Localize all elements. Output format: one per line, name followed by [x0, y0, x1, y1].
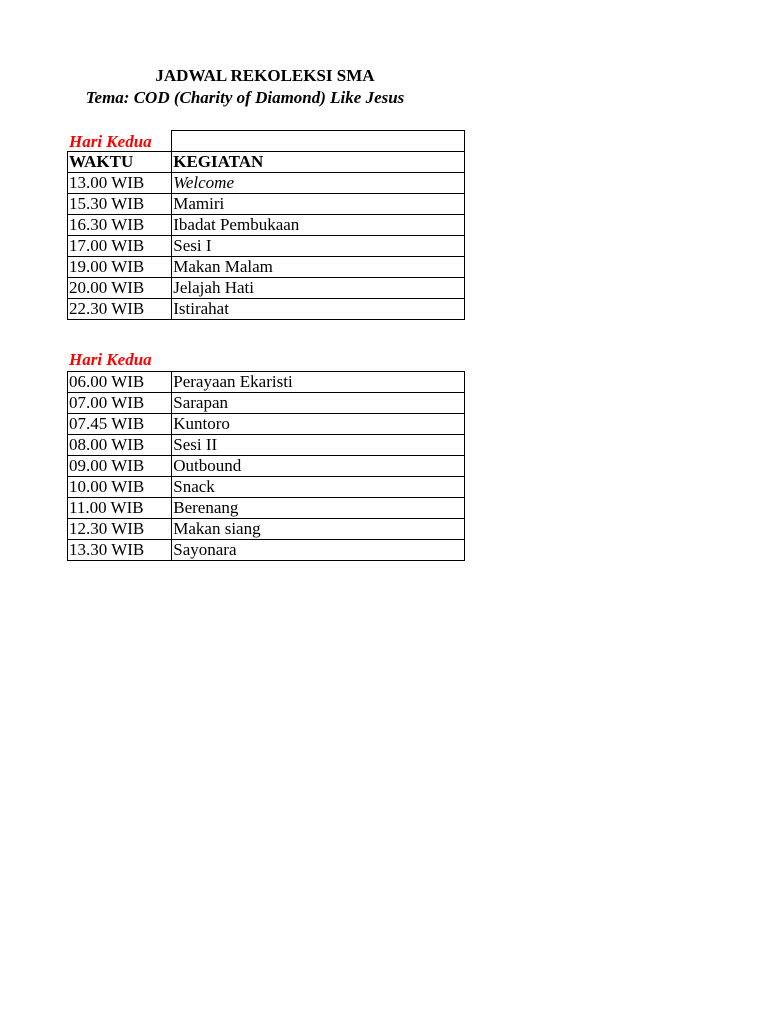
time-cell: 06.00 WIB — [68, 372, 172, 393]
time-cell: 13.30 WIB — [68, 540, 172, 561]
table-row — [68, 498, 465, 519]
time-cell: 16.30 WIB — [68, 215, 172, 236]
document-subtitle: Tema: COD (Charity of Diamond) Like Jesus — [85, 88, 405, 107]
table-row — [68, 519, 465, 540]
table-row — [68, 215, 465, 236]
time-cell: 09.00 WIB — [68, 456, 172, 477]
activity-cell: Berenang — [172, 498, 465, 519]
time-cell: 17.00 WIB — [68, 236, 172, 257]
activity-cell: Istirahat — [172, 299, 465, 320]
table-row — [68, 372, 465, 393]
activity-cell: Sesi I — [172, 236, 465, 257]
table-row — [68, 173, 465, 194]
table-row — [68, 278, 465, 299]
day2-section-label: Hari Kedua — [69, 350, 152, 369]
header-kegiatan: KEGIATAN — [172, 152, 465, 173]
time-cell: 12.30 WIB — [68, 519, 172, 540]
activity-cell: Sayonara — [172, 540, 465, 561]
empty-cell — [172, 131, 465, 152]
time-cell: 11.00 WIB — [68, 498, 172, 519]
table-row — [68, 257, 465, 278]
table-row — [68, 236, 465, 257]
time-cell: 20.00 WIB — [68, 278, 172, 299]
table-row — [68, 435, 465, 456]
activity-cell: Outbound — [172, 456, 465, 477]
header-waktu: WAKTU — [68, 152, 172, 173]
activity-cell: Makan siang — [172, 519, 465, 540]
table-row — [68, 393, 465, 414]
activity-cell: Perayaan Ekaristi — [172, 372, 465, 393]
day1-schedule-table — [67, 130, 465, 320]
day1-section-label: Hari Kedua — [69, 132, 152, 151]
time-cell: 22.30 WIB — [68, 299, 172, 320]
day1-header-row — [68, 152, 465, 173]
time-cell: 07.00 WIB — [68, 393, 172, 414]
table-row — [68, 540, 465, 561]
activity-cell: Ibadat Pembukaan — [172, 215, 465, 236]
time-cell: 10.00 WIB — [68, 477, 172, 498]
time-cell: 08.00 WIB — [68, 435, 172, 456]
table-row — [68, 194, 465, 215]
table-row — [68, 414, 465, 435]
table-row — [68, 456, 465, 477]
activity-cell: Mamiri — [172, 194, 465, 215]
activity-cell: Jelajah Hati — [172, 278, 465, 299]
activity-cell: Welcome — [172, 173, 465, 194]
time-cell: 15.30 WIB — [68, 194, 172, 215]
document-title: JADWAL REKOLEKSI SMA — [155, 66, 375, 85]
activity-cell: Makan Malam — [172, 257, 465, 278]
activity-cell: Sarapan — [172, 393, 465, 414]
day1-label-cell — [68, 131, 172, 152]
table-row — [68, 477, 465, 498]
time-cell: 07.45 WIB — [68, 414, 172, 435]
time-cell: 19.00 WIB — [68, 257, 172, 278]
time-cell: 13.00 WIB — [68, 173, 172, 194]
activity-cell: Snack — [172, 477, 465, 498]
day2-schedule-table — [67, 371, 465, 561]
day1-label-row — [68, 131, 465, 152]
activity-cell: Kuntoro — [172, 414, 465, 435]
table-row — [68, 299, 465, 320]
activity-cell: Sesi II — [172, 435, 465, 456]
